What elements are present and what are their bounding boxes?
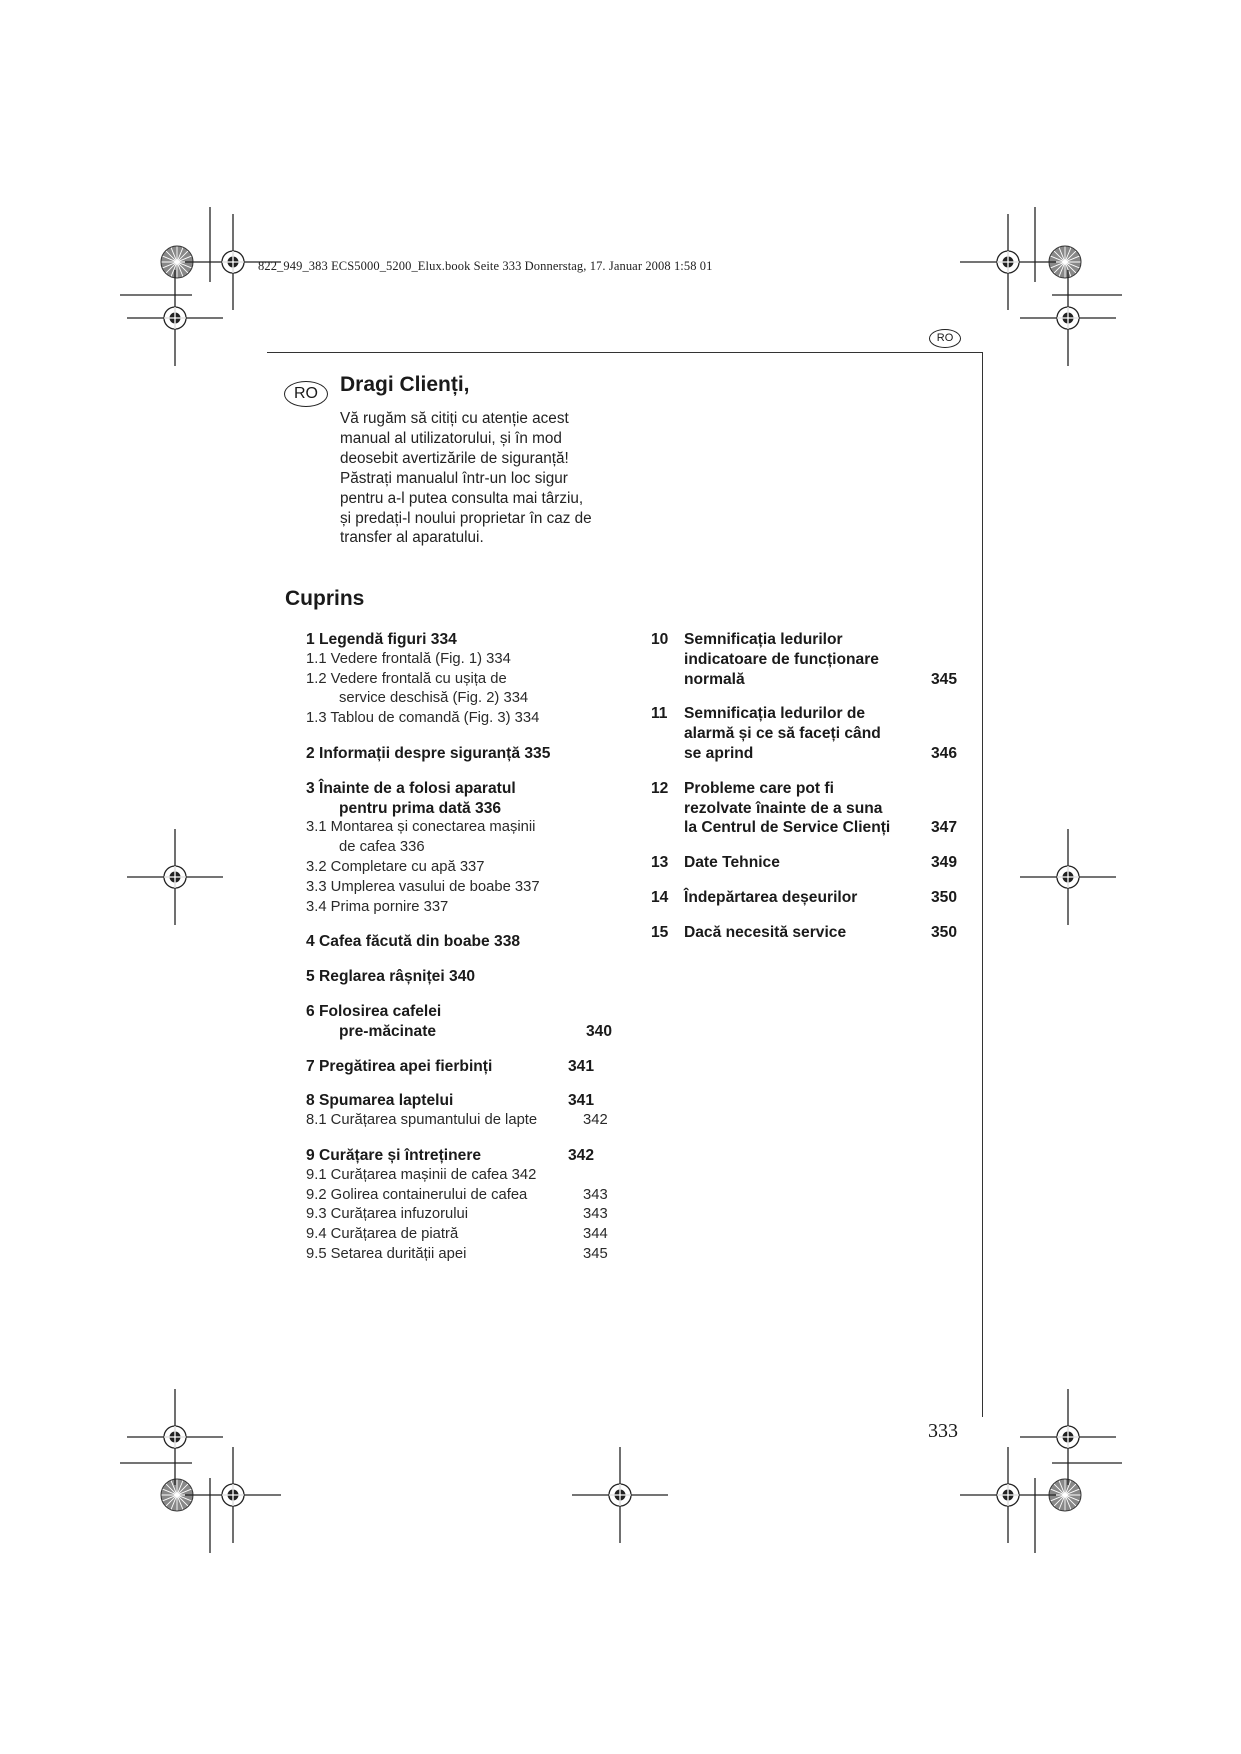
toc-entry-14-number: 14: [651, 888, 669, 906]
right-margin-rule: [982, 352, 983, 1417]
toc-page-9-2: 343: [583, 1186, 608, 1203]
toc-entry-7-title: 7 Pregătirea apei fierbinți: [306, 1057, 493, 1075]
toc-entry-15-line: [651, 923, 966, 943]
toc-entry-8-title: 8 Spumarea laptelui: [306, 1092, 454, 1110]
intro-line: deosebit avertizările de siguranță!: [340, 449, 569, 467]
intro-line: pentru a-l putea consulta mai târziu,: [340, 489, 584, 507]
toc-entry-15-line-text: Dacă necesită service: [684, 923, 847, 941]
toc-entry-12-line: [651, 818, 966, 838]
intro-paragraph: [340, 409, 640, 548]
toc-page-12: 347: [931, 819, 958, 837]
toc-entry-11-line: alarmă și ce să faceți când: [684, 725, 881, 743]
toc-entry-11: [651, 704, 966, 763]
toc-entry-9-1: 9.1 Curățarea mașinii de cafea 342: [306, 1166, 537, 1183]
toc-entry-8-1: [306, 1111, 626, 1131]
toc-entry-10-line: indicatoare de funcționare: [684, 650, 879, 668]
greeting-heading: Dragi Clienți,: [340, 373, 470, 396]
toc-entry-9-5: [306, 1245, 626, 1265]
toc-entry-10-line: [651, 670, 966, 690]
toc-entry-5: 5 Reglarea râșniței 340: [306, 968, 476, 986]
toc-page-8-1: 342: [583, 1112, 608, 1129]
toc-entry-10-line: Semnificația ledurilor: [684, 631, 843, 648]
toc-entry-4: 4 Cafea făcută din boabe 338: [306, 933, 521, 951]
toc-entry-9-3-title: 9.3 Curățarea infuzorului: [306, 1206, 469, 1223]
toc-entry-12-line: rezolvate înainte de a suna: [684, 799, 883, 817]
toc-left-column: [306, 630, 626, 1265]
toc-right-column: [651, 630, 966, 943]
toc-entry-9-4: [306, 1225, 626, 1245]
toc-entry-11-line: [651, 744, 966, 764]
toc-entry-13-number: 13: [651, 854, 669, 872]
toc-entry-8: [306, 1091, 626, 1111]
toc-entry-1: 1 Legendă figuri 334: [306, 631, 457, 648]
toc-page-6: 340: [586, 1022, 613, 1040]
toc-page-9: 342: [568, 1146, 595, 1164]
toc-heading: Cuprins: [285, 587, 365, 610]
toc-entry-3-3: 3.3 Umplerea vasului de boabe 337: [306, 878, 540, 895]
toc-entry-13-line-text: Date Tehnice: [684, 854, 780, 872]
toc-entry-9: [306, 1146, 626, 1166]
toc-entry-3-2: 3.2 Completare cu apă 337: [306, 858, 485, 875]
toc-entry-7: [306, 1057, 626, 1077]
toc-entry-3-1: 3.1 Montarea și conectarea mașinii: [306, 819, 536, 836]
toc-page-10: 345: [931, 670, 958, 688]
toc-entry-11-line: Semnificația ledurilor de: [684, 705, 866, 723]
toc-entry-11-line-text: se aprind: [684, 744, 754, 762]
toc-entry-9-2: [306, 1186, 626, 1206]
toc-entry-9-4-title: 9.4 Curățarea de piatră: [306, 1226, 459, 1243]
intro-line: Vă rugăm să citiți cu atenție acest: [340, 410, 569, 427]
toc-page-9-5: 345: [583, 1245, 608, 1262]
toc-entry-3-cont: pentru prima dată 336: [339, 799, 502, 817]
intro-line: transfer al aparatului.: [340, 529, 484, 547]
toc-entry-2: 2 Informații despre siguranță 335: [306, 744, 551, 762]
toc-entry-9-3: [306, 1205, 626, 1225]
toc-entry-15: [651, 923, 966, 943]
toc-entry-11-number: 11: [651, 705, 668, 723]
toc-entry-6-title: pre-măcinate: [339, 1022, 437, 1040]
toc-page-15: 350: [931, 923, 958, 941]
language-badge-top: RO: [929, 329, 961, 348]
toc-entry-1-1: 1.1 Vedere frontală (Fig. 1) 334: [306, 650, 511, 667]
header-rule: [267, 352, 983, 353]
print-slug-line: 822_949_383 ECS5000_5200_Elux.book Seite 333 Donnerstag, 17. Januar 2008 1:58 01: [258, 259, 713, 273]
page-number: 333: [928, 1420, 958, 1442]
toc-entry-12-line: Probleme care pot fi: [684, 779, 834, 797]
toc-entry-3-1-cont: de cafea 336: [339, 839, 425, 856]
toc-entry-9-title: 9 Curățare și întreținere: [306, 1146, 482, 1164]
toc-entry-10: [651, 630, 966, 689]
intro-line: și predați-l noului proprietar în caz de: [340, 509, 592, 527]
toc-entry-14-line-text: Îndepărtarea deșeurilor: [684, 888, 858, 906]
toc-page-11: 346: [931, 744, 958, 762]
toc-entry-13: [651, 853, 966, 873]
intro-line: Păstrați manualul într-un loc sigur: [340, 469, 568, 487]
toc-entry-1-2-cont: service deschisă (Fig. 2) 334: [339, 690, 529, 707]
toc-entry-3: 3 Înainte de a folosi aparatul: [306, 779, 516, 797]
toc-entry-3-4: 3.4 Prima pornire 337: [306, 898, 449, 915]
toc-entry-9-5-title: 9.5 Setarea durității apei: [306, 1245, 467, 1262]
toc-entry-1-2: 1.2 Vedere frontală cu ușița de: [306, 670, 507, 687]
toc-entry-6: 6 Folosirea cafelei: [306, 1002, 442, 1020]
toc-page-9-3: 343: [583, 1206, 608, 1223]
toc-page-9-4: 344: [583, 1226, 608, 1243]
toc-page-8: 341: [568, 1092, 595, 1110]
toc-entry-6-cont: [306, 1022, 626, 1042]
toc-entry-14: [651, 888, 966, 908]
toc-entry-9-2-title: 9.2 Golirea containerului de cafea: [306, 1186, 528, 1203]
toc-entry-10-number: 10: [651, 631, 669, 648]
language-badge: RO: [284, 381, 328, 407]
toc-page-14: 350: [931, 888, 958, 906]
intro-line: manual al utilizatorului, și în mod: [340, 429, 562, 447]
toc-page-13: 349: [931, 854, 958, 872]
toc-entry-13-line: [651, 853, 966, 873]
toc-entry-12-number: 12: [651, 779, 669, 797]
toc-page-7: 341: [568, 1057, 595, 1075]
toc-entry-14-line: [651, 888, 966, 908]
toc-entry-10-line-text: normală: [684, 670, 745, 688]
toc-entry-12-line-text: la Centrul de Service Clienți: [684, 819, 891, 837]
toc-entry-12: [651, 779, 966, 838]
toc-entry-1-3: 1.3 Tablou de comandă (Fig. 3) 334: [306, 710, 540, 727]
toc-entry-15-number: 15: [651, 923, 669, 941]
toc-entry-8-1-title: 8.1 Curățarea spumantului de lapte: [306, 1112, 538, 1129]
